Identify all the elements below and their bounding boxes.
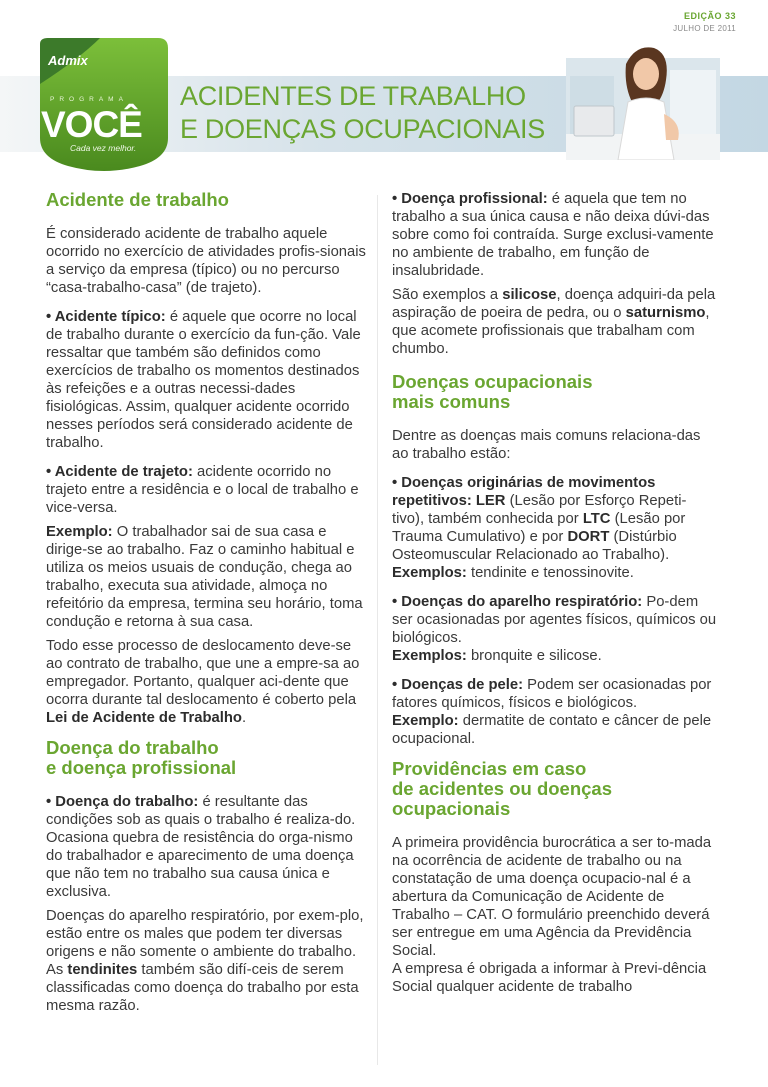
logo-name: VOCÊ (41, 104, 142, 145)
page-title (180, 80, 545, 146)
paragraph (392, 190, 718, 280)
term-text: é resultante das condições sob as quais o trabalho é realiza-do. Ocasiona quebra de resistência do orga-nismo do trabalhador e aparecimento de uma doença que não tem no trabalho sua causa única e exclusiva. (46, 794, 356, 900)
example-label: Exemplos: (392, 648, 467, 664)
term-text: acidente ocorrido no trajeto entre a residência e o local de trabalho e vice-versa. (46, 464, 359, 516)
example-text: dermatite de contato e câncer de pele ocupacional. (392, 713, 712, 747)
example-label: Exemplo: (46, 524, 113, 540)
programa-voce-logo (40, 38, 168, 172)
logo-programa: PROGRAMA (50, 96, 128, 103)
section-heading-acidente: Acidente de trabalho (46, 189, 229, 210)
paragraph-end: também são difí-ceis de serem classificadas como doença do trabalho por esta mesma razão. (46, 962, 359, 1014)
term-label: • Acidente de trajeto: (46, 464, 193, 480)
term-bold: LTC (582, 511, 611, 527)
text: , doença adquiri-da pela aspiração de poeira de pedra, ou o (392, 287, 716, 321)
section-heading-ocupacionais (392, 372, 718, 412)
example-label: Exemplos: (392, 565, 467, 581)
paragraph: A primeira providência burocrática a ser to-mada na ocorrência de acidente de trabalho ou na constatação de uma doença ocupacio-nal é a abertura da Comunicação de Acidente de Trabalho – CAT. O formulário preenchido deverá ser entregue em uma Agência da Previdência Social. (392, 835, 712, 959)
paragraph-text: Doenças do aparelho respiratório, por exem-plo, estão entre os males que podem ter diversas origens e não somente o ambiente do trabalho. As (46, 908, 364, 978)
paragraph-text: Todo esse processo de deslocamento deve-se ao contrato de trabalho, que une a empre-sa ao empregador. Portanto, qualquer aci-dente que ocorra durante tal deslocamento é coberto pela (46, 638, 360, 708)
law-name: Lei de Acidente de Trabalho (46, 710, 242, 726)
paragraph (392, 474, 718, 582)
term-bold: tendinites (67, 962, 138, 978)
text: (Lesão por Esforço Repeti-tivo), também conhecida por (392, 493, 687, 527)
term-text: Po-dem ser ocasionadas por agentes físicos, químicos ou biológicos. (392, 594, 717, 646)
term-text: é aquele que ocorre no local de trabalho durante o exercício da fun-ção. Vale ressaltar que também são definidos como exercícios de trabalho os momentos destinados às refeições e a outras necessi-dades fisiológicas. Assim, qualquer acidente ocorrido nesses períodos será considerado acidente de trabalho. (46, 309, 361, 451)
heading-line: ocupacionais (392, 798, 511, 819)
term-bold: silicose (502, 287, 557, 303)
right-column (392, 190, 718, 1007)
woman-at-desk-photo (566, 36, 720, 160)
example-text: tendinite e tenossinovite. (466, 565, 634, 581)
term-label: • Doença profissional: (392, 191, 548, 207)
logo-tagline: Cada vez melhor. (70, 143, 137, 153)
column-divider (377, 195, 378, 1065)
heading-line: Doenças ocupacionais (392, 371, 593, 392)
heading-line: de acidentes ou doenças (392, 778, 613, 799)
paragraph-end: . (241, 710, 247, 726)
paragraph (46, 907, 366, 1015)
term-label: • Doenças originárias de movimentos repetitivos: (392, 475, 656, 509)
heading-line: Doença do trabalho (46, 737, 219, 758)
paragraph (46, 523, 366, 631)
term-bold: DORT (567, 529, 610, 545)
paragraph (46, 637, 366, 727)
paragraph (392, 676, 718, 748)
term-label: • Acidente típico: (46, 309, 166, 325)
paragraph: Dentre as doenças mais comuns relaciona-das ao trabalho estão: (392, 428, 701, 462)
left-column (46, 190, 366, 1026)
section-heading-doenca (46, 738, 366, 778)
example-text: bronquite e silicose. (466, 648, 602, 664)
heading-line: e doença profissional (46, 757, 237, 778)
edition-info (673, 11, 736, 33)
logo-brand: Admix (48, 53, 88, 68)
term-label: • Doenças do aparelho respiratório: (392, 594, 643, 610)
example-text: O trabalhador sai de sua casa e dirige-se ao trabalho. Faz o caminho habitual e utiliza os meios usuais de condução, chega ao trabalho, executa sua atividade, almoça no refeitório da empresa, termina seu horário, toma condução e retorna à sua casa. (46, 524, 363, 630)
paragraph (392, 286, 718, 358)
text: (Distúrbio Osteomuscular Relacionado ao Trabalho). (392, 529, 677, 563)
paragraph (46, 308, 366, 452)
paragraph (392, 593, 718, 665)
term-bold: LER (471, 493, 506, 509)
edition-date: JULHO DE 2011 (673, 24, 736, 33)
text: São exemplos a (392, 287, 503, 303)
term-text: é aquela que tem no trabalho a sua única causa e não deixa dúvi-das sobre como foi contraída. Surge exclusi-vamente no ambiente de trabalho, em função de insalubridade. (392, 191, 714, 279)
heading-line: mais comuns (392, 391, 511, 412)
text: , que acomete profissionais que trabalham com chumbo. (392, 305, 710, 357)
paragraph: A empresa é obrigada a informar à Previ-dência Social qualquer acidente de trabalho (392, 961, 707, 995)
title-line-1: ACIDENTES DE TRABALHO (180, 81, 526, 111)
paragraph: É considerado acidente de trabalho aquele ocorrido no exercício de atividades profis-sionais a serviço da empresa (típico) ou no percurso “casa-trabalho-casa” (de trajeto). (46, 226, 366, 296)
title-line-2: E DOENÇAS OCUPACIONAIS (180, 114, 545, 144)
text: (Lesão por Trauma Cumulativo) e por (392, 511, 686, 545)
paragraph (46, 793, 366, 901)
term-label: • Doenças de pele: (392, 677, 523, 693)
term-bold: saturnismo (625, 305, 706, 321)
section-heading-providencias (392, 759, 718, 819)
paragraph (46, 463, 366, 517)
term-label: • Doença do trabalho: (46, 794, 199, 810)
example-label: Exemplo: (392, 713, 459, 729)
edition-number: EDIÇÃO 33 (683, 11, 736, 21)
term-text: Podem ser ocasionadas por fatores químicos, físicos e biológicos. (392, 677, 712, 711)
heading-line: Providências em caso (392, 758, 587, 779)
